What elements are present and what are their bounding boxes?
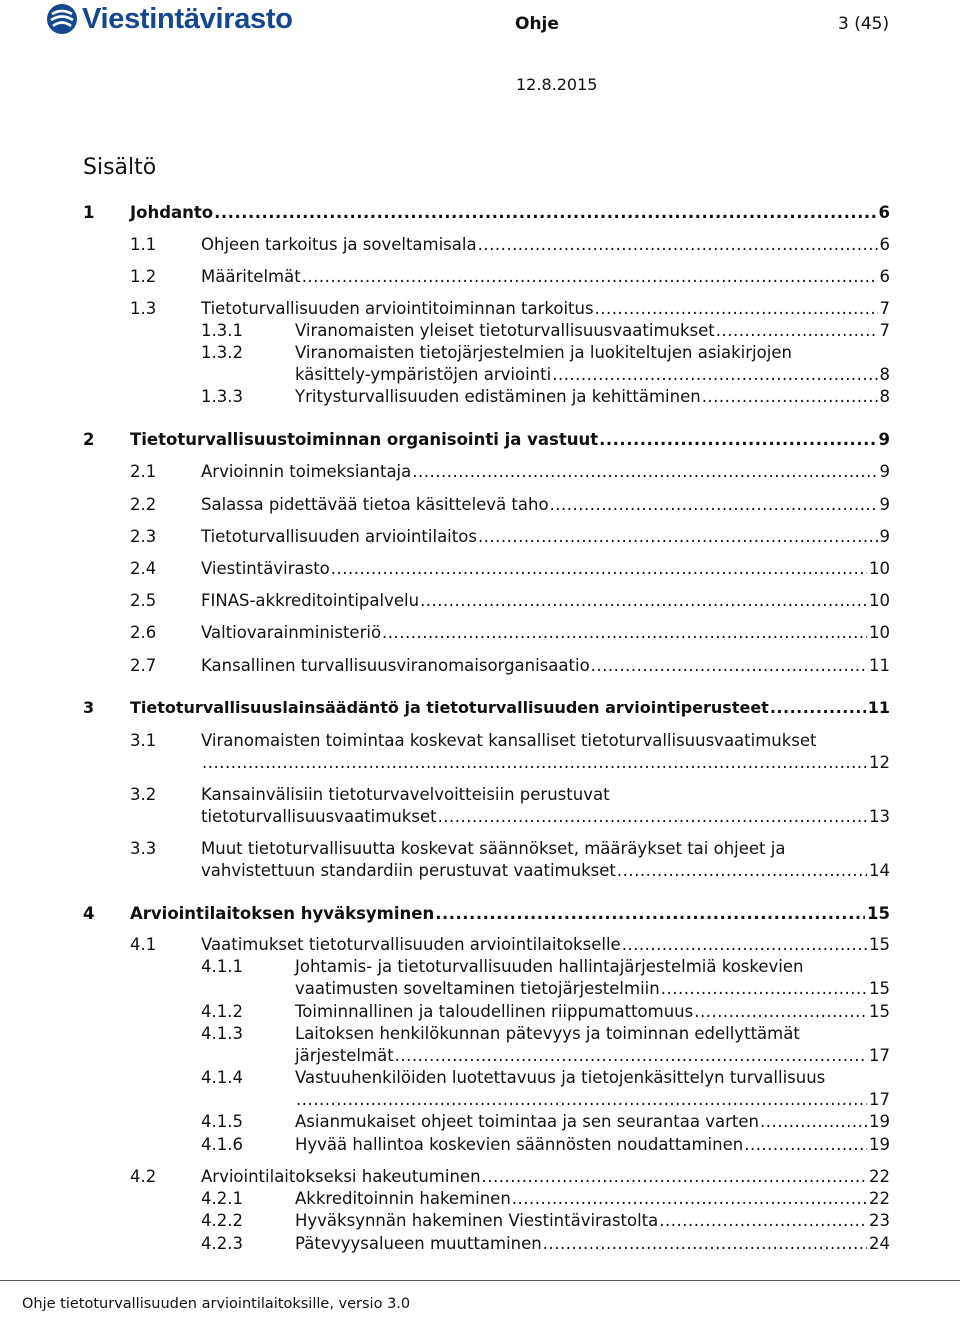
toc-entry-page: 8 [879, 387, 890, 406]
toc-entry-number: 3.3 [130, 839, 157, 858]
toc-entry-title: Vaatimukset tietoturvallisuuden arviointilaitokselle [201, 935, 621, 954]
toc-entry-number: 2 [83, 430, 95, 449]
toc-entry-number: 2.5 [130, 591, 157, 610]
toc-entry-page: 15 [867, 904, 890, 923]
toc-entry-title: Viranomaisten yleiset tietoturvallisuusvaatimukset [295, 321, 715, 340]
toc-entry-page: 9 [879, 495, 890, 514]
toc-entry-title-line: Viranomaisten toimintaa koskevat kansalliset tietoturvallisuusvaatimukset [201, 731, 817, 750]
toc-entry-title: Hyvää hallintoa koskevien säännösten noudattaminen [295, 1135, 744, 1154]
toc-entry-number: 1.1 [130, 235, 157, 254]
toc-entry-title: Arviointilaitoksen hyväksyminen [130, 904, 435, 923]
toc-entry-page: 17 [869, 1090, 890, 1109]
toc-entry-title: Valtiovarainministeriö [201, 623, 382, 642]
toc-entry-page: 12 [869, 753, 890, 772]
toc-entry-number: 1.2 [130, 267, 157, 286]
toc-entry-title: Arviointilaitokseksi hakeutuminen [201, 1167, 481, 1186]
toc-entry-number: 2.7 [130, 656, 157, 675]
toc-entry-title: käsittely-ympäristöjen arviointi [295, 365, 552, 384]
toc-entry-page: 6 [878, 203, 890, 222]
toc-entry-number: 4.2.3 [201, 1234, 243, 1253]
toc-entry-page: 7 [879, 299, 890, 318]
toc-entry-title: Toiminnallinen ja taloudellinen riippumattomuus [295, 1002, 694, 1021]
document-type: Ohje [515, 14, 559, 34]
toc-entry-page: 11 [867, 698, 890, 717]
toc-entry-page: 9 [879, 527, 890, 546]
toc-entry-title: järjestelmät [295, 1046, 394, 1065]
toc-entry-title: Johdanto [130, 203, 214, 222]
toc-entry-title: Yritysturvallisuuden edistäminen ja kehittäminen [295, 387, 701, 406]
toc-entry-title: Määritelmät [201, 267, 301, 286]
toc-entry-page: 7 [879, 321, 890, 340]
toc-entry-number: 1.3.1 [201, 321, 243, 340]
toc-entry-title: Asianmukaiset ohjeet toimintaa ja sen seurantaa varten [295, 1112, 759, 1131]
toc-entry-page: 6 [879, 235, 890, 254]
toc-entry-page: 19 [869, 1112, 890, 1131]
toc-entry-number: 4.1.5 [201, 1112, 243, 1131]
toc-entry-number: 1.3.2 [201, 343, 243, 362]
toc-entry-title: Tietoturvallisuustoiminnan organisointi ja vastuut [130, 430, 599, 449]
toc-entry-title: vaatimusten soveltaminen tietojärjestelmiin [295, 979, 660, 998]
toc-entry-page: 10 [869, 559, 890, 578]
toc-entry-title-line: Viranomaisten tietojärjestelmien ja luokiteltujen asiakirjojen [295, 343, 792, 362]
toc-entry-page: 13 [869, 807, 890, 826]
toc-entry-title: vahvistettuun standardiin perustuvat vaatimukset [201, 861, 616, 880]
toc-entry-title: Arvioinnin toimeksiantaja [201, 462, 412, 481]
toc-entry-page: 8 [879, 365, 890, 384]
toc-entry-page: 10 [869, 591, 890, 610]
toc-entry-title: Hyväksynnän hakeminen Viestintävirastolta [295, 1211, 659, 1230]
toc-entry-number: 1.3.3 [201, 387, 243, 406]
toc-entry-title: Tietoturvallisuuden arviointilaitos [201, 527, 477, 546]
toc-entry-title: Tietoturvallisuuden arviointitoiminnan tarkoitus [201, 299, 594, 318]
toc-entry-number: 4.1.4 [201, 1068, 243, 1087]
toc-entry-page: 11 [869, 656, 890, 675]
toc-entry-page: 15 [869, 979, 890, 998]
footer-text: Ohje tietoturvallisuuden arviointilaitoksille, versio 3.0 [22, 1296, 411, 1312]
toc-entry-title: Viestintävirasto [201, 559, 330, 578]
toc-entry-title-line: Johtamis- ja tietoturvallisuuden hallintajärjestelmiä koskevien [295, 957, 804, 976]
toc-entry-title: Ohjeen tarkoitus ja soveltamisala [201, 235, 477, 254]
toc-entry-number: 2.2 [130, 495, 157, 514]
toc-entry-page: 9 [878, 430, 890, 449]
toc-entry-title: Tietoturvallisuuslainsäädäntö ja tietoturvallisuuden arviointiperusteet [130, 698, 769, 717]
toc-entry-page: 17 [869, 1046, 890, 1065]
toc-entry-number: 4.1.3 [201, 1024, 243, 1043]
toc-entry-page: 9 [879, 462, 890, 481]
toc-entry-number: 1.3 [130, 299, 157, 318]
toc-entry-title: tietoturvallisuusvaatimukset [201, 807, 437, 826]
toc-title: Sisältö [83, 155, 157, 180]
toc-entry-number: 2.1 [130, 462, 157, 481]
toc-entry-page: 10 [869, 623, 890, 642]
toc-entry-title: FINAS-akkreditointipalvelu [201, 591, 420, 610]
toc-entry-title-line: Laitoksen henkilökunnan pätevyys ja toiminnan edellyttämät [295, 1024, 800, 1043]
toc-entry-number: 1 [83, 203, 95, 222]
page-number: 3 (45) [838, 14, 890, 34]
toc-entry-title: Kansallinen turvallisuusviranomaisorganisaatio [201, 656, 590, 675]
toc-entry-title-line: Vastuuhenkilöiden luotettavuus ja tietojenkäsittelyn turvallisuus [295, 1068, 826, 1087]
footer-divider [0, 1280, 960, 1281]
toc-entry-number: 3.2 [130, 785, 157, 804]
toc-entry-page: 6 [879, 267, 890, 286]
toc-entry-number: 4.1.6 [201, 1135, 243, 1154]
toc-entry-page: 19 [869, 1135, 890, 1154]
toc-entry-page: 15 [869, 935, 890, 954]
toc-entry-title: Akkreditoinnin hakeminen [295, 1189, 511, 1208]
toc-entry-number: 2.4 [130, 559, 157, 578]
toc-entry-page: 22 [869, 1167, 890, 1186]
toc-entry-page: 15 [869, 1002, 890, 1021]
toc-entry-page: 23 [869, 1211, 890, 1230]
toc-entry-number: 3 [83, 698, 95, 717]
toc-entry-number: 4.2 [130, 1167, 157, 1186]
toc-entry-title: Salassa pidettävää tietoa käsittelevä taho [201, 495, 549, 514]
toc-entry-page: 22 [869, 1189, 890, 1208]
toc-entry-title-line: Muut tietoturvallisuutta koskevat säännökset, määräykset tai ohjeet ja [201, 839, 786, 858]
toc-entry-number: 2.6 [130, 623, 157, 642]
toc-entry-title-line: Kansainvälisiin tietoturvavelvoitteisiin perustuvat [201, 785, 610, 804]
toc-entry-page: 24 [869, 1234, 890, 1253]
toc-entry-number: 4.1.2 [201, 1002, 243, 1021]
toc-entry-number: 4 [83, 904, 95, 923]
toc-entry-number: 2.3 [130, 527, 157, 546]
toc-entry-title: Pätevyysalueen muuttaminen [295, 1234, 542, 1253]
logo-text: Viestintävirasto [82, 2, 293, 35]
document-date: 12.8.2015 [516, 75, 598, 94]
toc-entry-number: 4.2.2 [201, 1211, 243, 1230]
toc-entry-number: 4.2.1 [201, 1189, 243, 1208]
toc-entry-page: 14 [869, 861, 890, 880]
toc-entry-number: 4.1.1 [201, 957, 243, 976]
toc-entry-number: 4.1 [130, 935, 157, 954]
toc-entry-number: 3.1 [130, 731, 157, 750]
